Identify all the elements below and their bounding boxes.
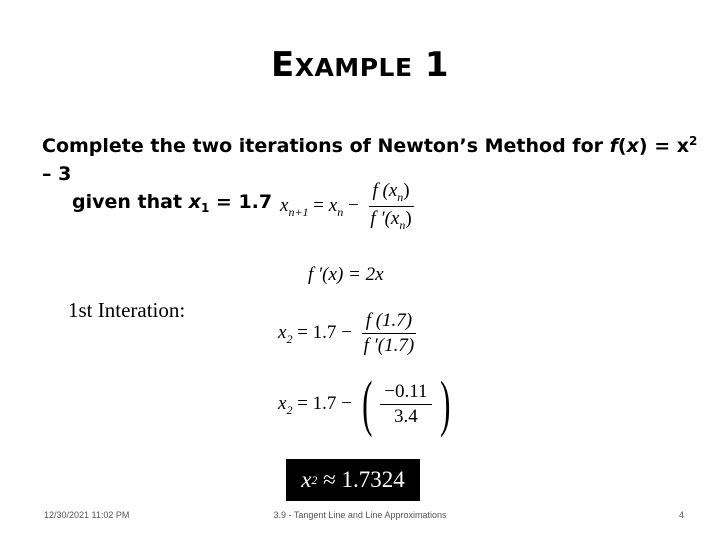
step1-x: x [278, 321, 287, 343]
x-var: x [626, 135, 639, 157]
x1-var: x [188, 191, 201, 213]
result-x-sub: 2 [311, 472, 318, 487]
newton-xn-sub: n [337, 204, 344, 219]
newton-den: f ′(x [370, 208, 400, 229]
slide-title [0, 45, 720, 85]
problem-statement: Complete the two iterations of Newton’s Method for $f(x) = x^2 - 3$ given that $x_1 = 1.7$ [42, 132, 702, 216]
derivative-text: f ′(x) = 2x [308, 264, 384, 285]
step1-rhs: = 1.7 − [297, 321, 352, 343]
step1-x-sub: 2 [286, 331, 293, 346]
step1-fraction [360, 310, 419, 357]
newton-eq: = [313, 194, 325, 216]
result-value: ≈ 1.7324 [323, 467, 405, 492]
newton-den-close: ) [405, 208, 412, 229]
exponent-2: 2 [688, 134, 698, 148]
newton-den-sub: n [399, 218, 406, 232]
intro-line1: Complete the two iterations of Newton’s Method for [42, 135, 604, 157]
newton-lhs: x [280, 194, 289, 216]
result-x: x [301, 467, 312, 492]
title-rest: XAMPLE [294, 53, 413, 82]
step1-formula [278, 310, 421, 357]
step2-den: 3.4 [394, 406, 418, 428]
title-first-letter: E [270, 45, 295, 85]
x1-sub: 1 [200, 201, 210, 215]
step2-rhs: = 1.7 − [297, 393, 352, 415]
derivative-formula [308, 264, 384, 286]
f-label: f [609, 135, 618, 157]
step2-x: x [278, 393, 287, 415]
step2-num: −0.11 [380, 381, 431, 405]
newton-minus: − [347, 194, 359, 216]
step2-formula [278, 370, 455, 438]
minus-3: – 3 [42, 163, 72, 185]
step2-fraction [380, 381, 431, 428]
page-number: 4 [678, 510, 684, 520]
step1-den: f ′(1.7) [363, 335, 415, 356]
newton-num-close: ) [403, 180, 410, 201]
newton-lhs-sub: n+1 [288, 204, 309, 219]
newton-formula [280, 180, 419, 233]
newton-num-sub: n [397, 190, 404, 204]
open-paren: ( [361, 370, 373, 438]
step1-num: f (1.7) [365, 310, 413, 331]
iteration-label: 1st Interation: [68, 298, 186, 322]
newton-xn: x [328, 194, 338, 216]
title-number: 1 [424, 45, 450, 85]
footer-title: 3.9 - Tangent Line and Line Approximations [273, 510, 447, 520]
newton-fraction [366, 180, 415, 233]
intro-line2: given that [72, 191, 183, 213]
x1-value: = 1.7 [215, 191, 273, 213]
equals-x: = x [654, 135, 689, 157]
newton-num: f (x [372, 180, 398, 201]
step2-x-sub: 2 [286, 403, 293, 418]
footer-date: 12/30/2021 11:02 PM [44, 510, 130, 520]
close-paren: ) [439, 370, 451, 438]
result-box [286, 459, 420, 501]
